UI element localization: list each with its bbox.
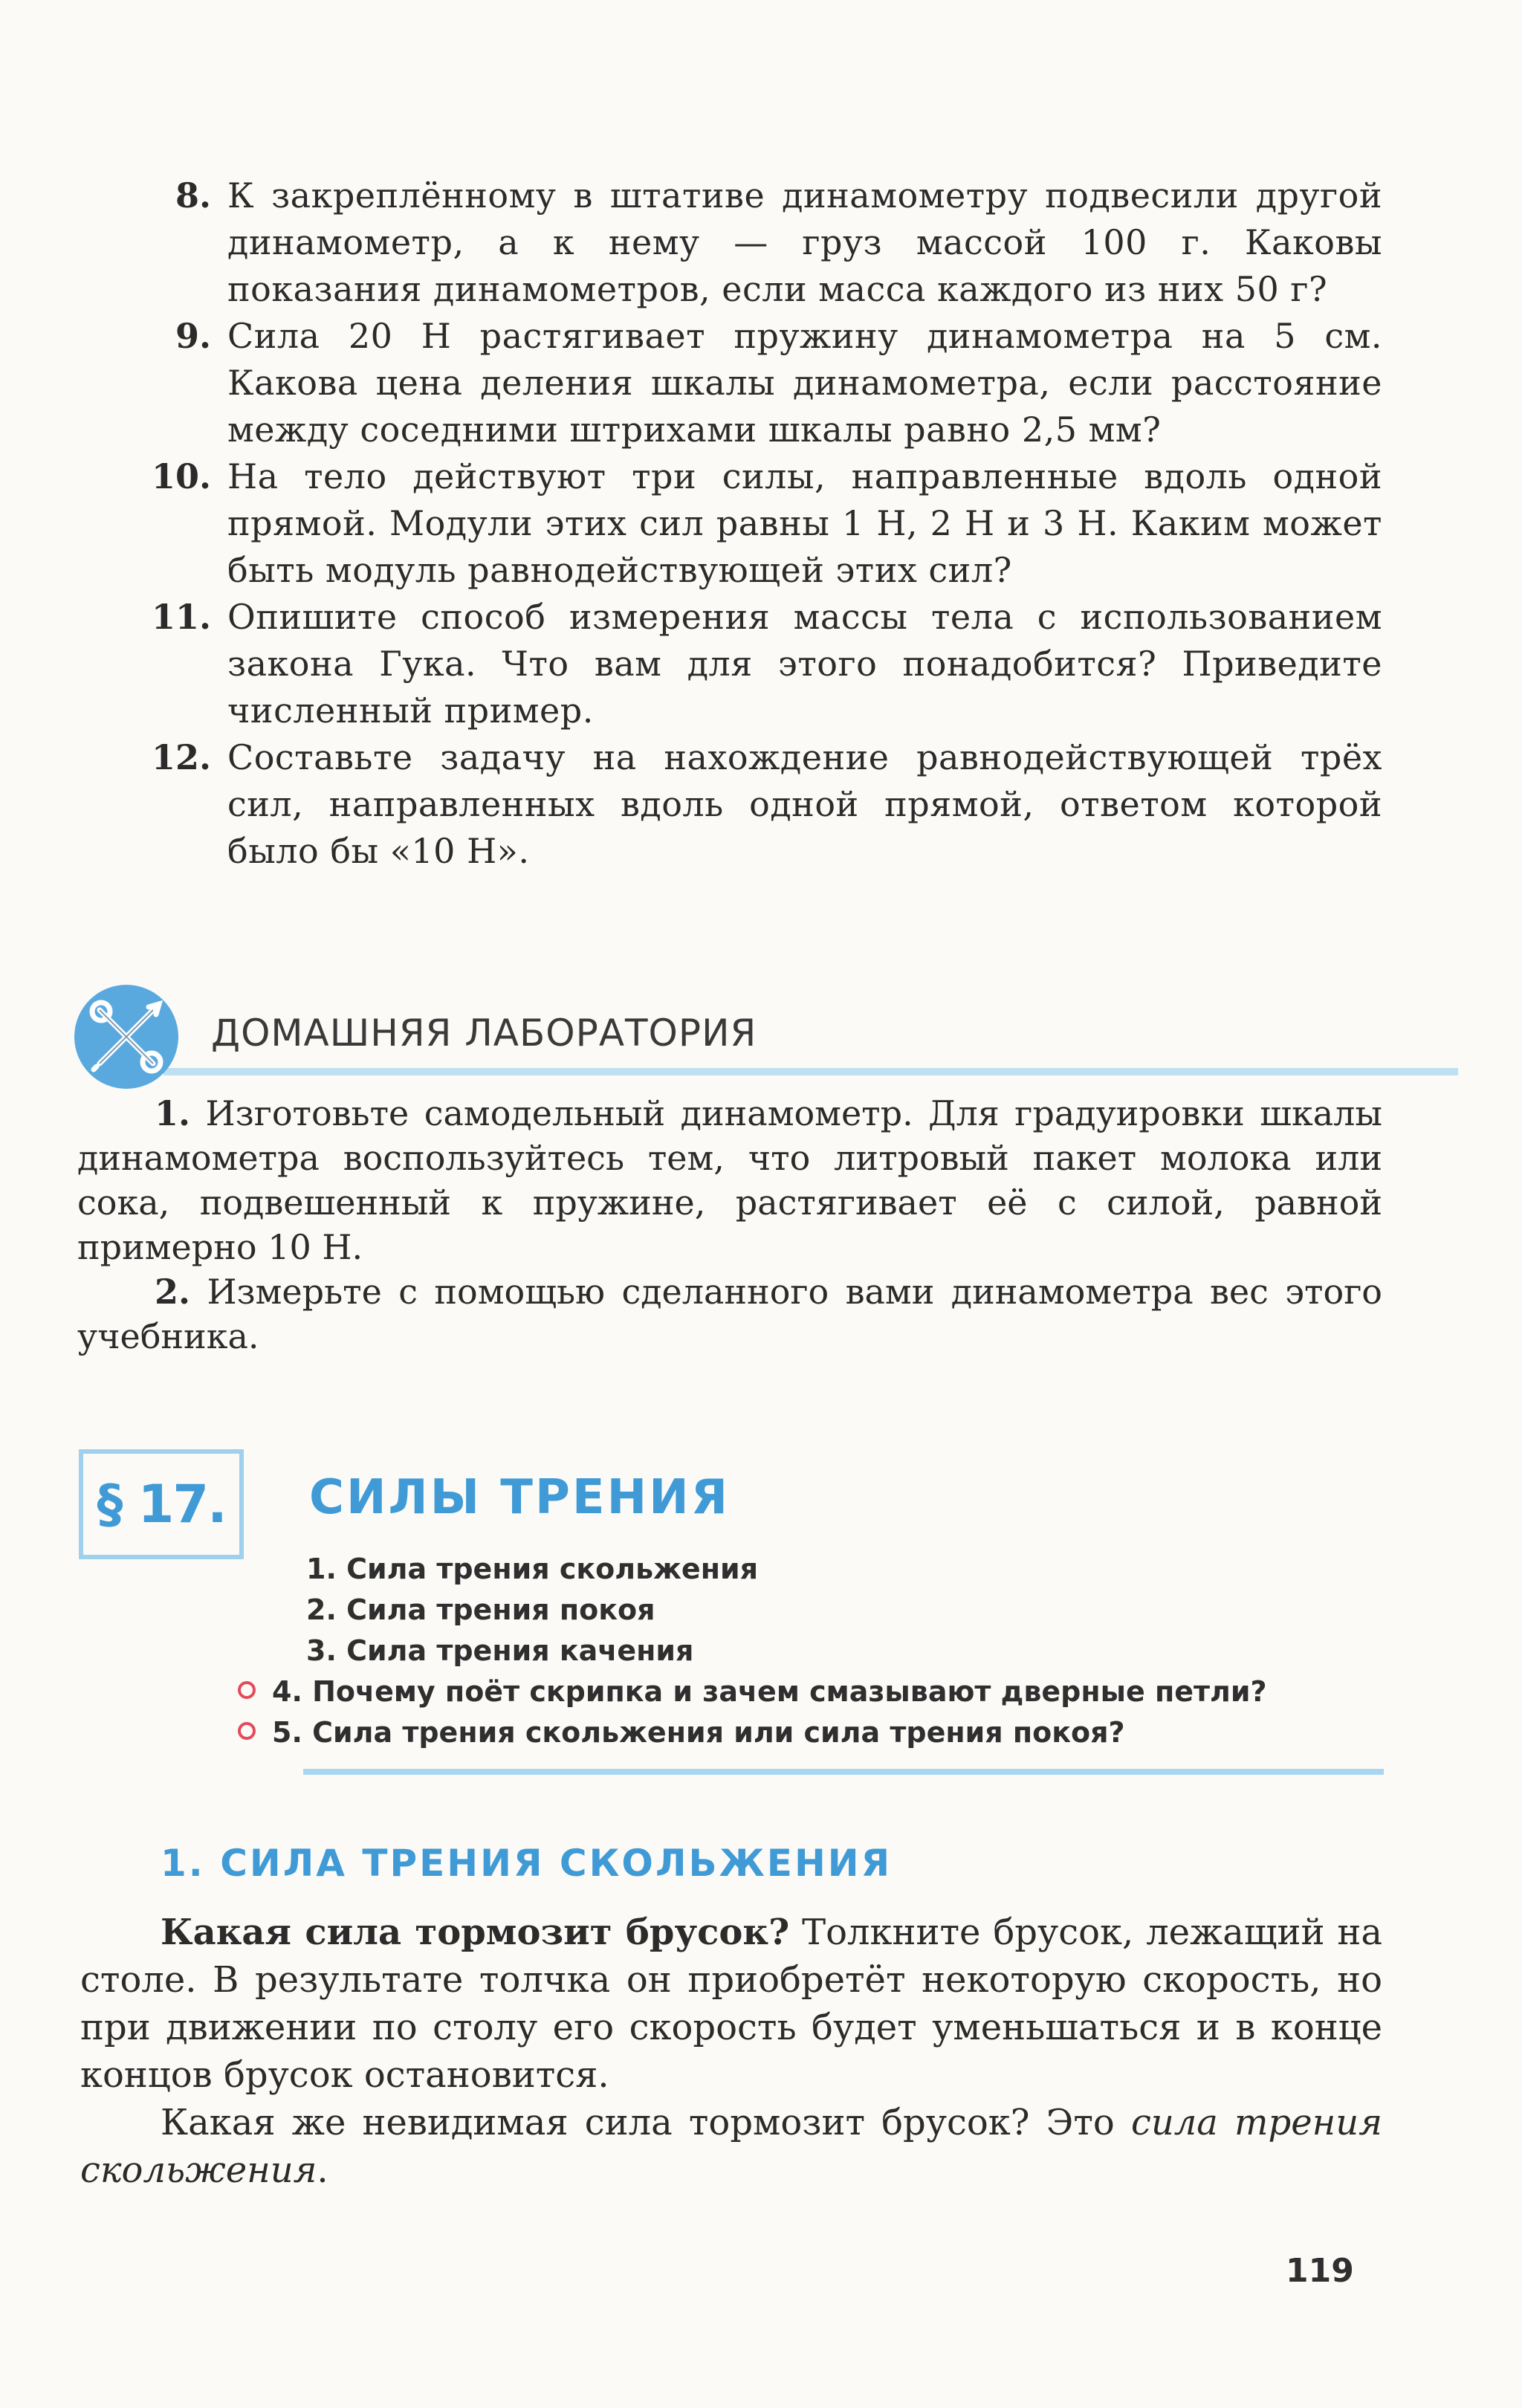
home-lab-divider xyxy=(163,1068,1458,1075)
exercise-item xyxy=(119,172,1382,313)
exercise-text: Опишите способ измерения массы тела с использованием закона Гука. Что вам для этого понадобится? Приведите численный пример. xyxy=(227,597,1382,731)
section-number: § 17. xyxy=(97,1474,226,1535)
home-lab-item-text: Изготовьте самодельный динамометр. Для градуировки шкалы динамометра воспользуйтесь тем, что литровый пакет молока или сока, подвешенный к пружине, растягивает её с силой, равной примерно 10 Н. xyxy=(77,1093,1382,1267)
exercise-item xyxy=(119,594,1382,734)
home-lab-item xyxy=(77,1091,1382,1269)
exercise-number: 9. xyxy=(175,316,211,356)
section-title: СИЛЫ ТРЕНИЯ xyxy=(309,1470,730,1525)
exercise-number: 8. xyxy=(175,175,211,216)
home-lab-item-text: Измерьте с помощью сделанного вами динамометра вес этого учебника. xyxy=(77,1272,1382,1356)
page-number: 119 xyxy=(1286,2252,1354,2290)
circle-marker-icon xyxy=(238,1722,256,1740)
circle-marker-icon xyxy=(238,1681,256,1699)
exercise-text: Составьте задачу на нахождение равнодействующей трёх сил, направленных вдоль одной прямой, ответом которой было бы «10 Н». xyxy=(227,737,1382,871)
term-emphasis: сила трения скольжения xyxy=(80,2102,1382,2191)
exercise-text: Сила 20 Н растягивает пружину динамометра на 5 см. Какова цена деления шкалы динамометра, если расстояние между соседними штрихами шкалы равно 2,5 мм? xyxy=(227,316,1382,450)
home-lab-header xyxy=(74,985,1382,1089)
exercise-list xyxy=(119,172,1382,875)
home-lab-item xyxy=(77,1269,1382,1359)
paragraph-end: . xyxy=(317,2149,328,2191)
contents-item-label: 3. Сила трения качения xyxy=(306,1634,694,1667)
exercise-item xyxy=(119,734,1382,875)
contents-item xyxy=(238,1671,1387,1712)
exercise-item xyxy=(119,313,1382,453)
body-paragraph xyxy=(80,2099,1382,2194)
home-lab-body xyxy=(77,1091,1382,1359)
contents-item-label: 1. Сила трения скольжения xyxy=(306,1553,758,1585)
exercise-text: К закреплённому в штативе динамометру подвесили другой динамометр, а к нему — груз массой 100 г. Каковы показания динамометров, если масса каждого из них 50 г? xyxy=(227,175,1382,309)
exercise-item xyxy=(119,453,1382,594)
contents-item xyxy=(272,1549,1387,1590)
contents-divider xyxy=(303,1769,1384,1775)
question-lead: Какая сила тормозит брусок? xyxy=(161,1912,790,1953)
exercise-number: 10. xyxy=(151,456,211,496)
exercise-number: 12. xyxy=(151,737,211,777)
section-contents xyxy=(272,1549,1387,1753)
home-lab-item-number: 2. xyxy=(155,1272,191,1312)
exercise-number: 11. xyxy=(151,597,211,637)
subsection-body xyxy=(80,1909,1382,2194)
home-lab-title: ДОМАШНЯЯ ЛАБОРАТОРИЯ xyxy=(211,1012,757,1055)
paragraph-text: Толкните брусок, лежащий на столе. В результате толчка он приобретёт некоторую скорость, но при движении по столу его скорость будет уменьшаться и в конце концов брусок остановится. xyxy=(80,1912,1382,2096)
paragraph-text: Какая же невидимая сила тормозит брусок? Это xyxy=(161,2102,1131,2143)
contents-item xyxy=(238,1712,1387,1753)
home-lab-item-number: 1. xyxy=(155,1093,191,1133)
contents-item-label: 4. Почему поёт скрипка и зачем смазывают дверные петли? xyxy=(272,1675,1267,1708)
exercise-text: На тело действуют три силы, направленные вдоль одной прямой. Модули этих сил равны 1 Н, 2 Н и 3 Н. Каким может быть модуль равнодействующей этих сил? xyxy=(227,456,1382,590)
subsection-title: 1. СИЛА ТРЕНИЯ СКОЛЬЖЕНИЯ xyxy=(161,1842,893,1885)
section-number-box xyxy=(79,1449,244,1559)
contents-item-label: 5. Сила трения скольжения или сила трения покоя? xyxy=(272,1716,1125,1749)
body-paragraph xyxy=(80,1909,1382,2099)
contents-item xyxy=(272,1590,1387,1631)
contents-item xyxy=(272,1631,1387,1671)
tools-icon xyxy=(74,985,178,1089)
contents-item-label: 2. Сила трения покоя xyxy=(306,1593,655,1626)
